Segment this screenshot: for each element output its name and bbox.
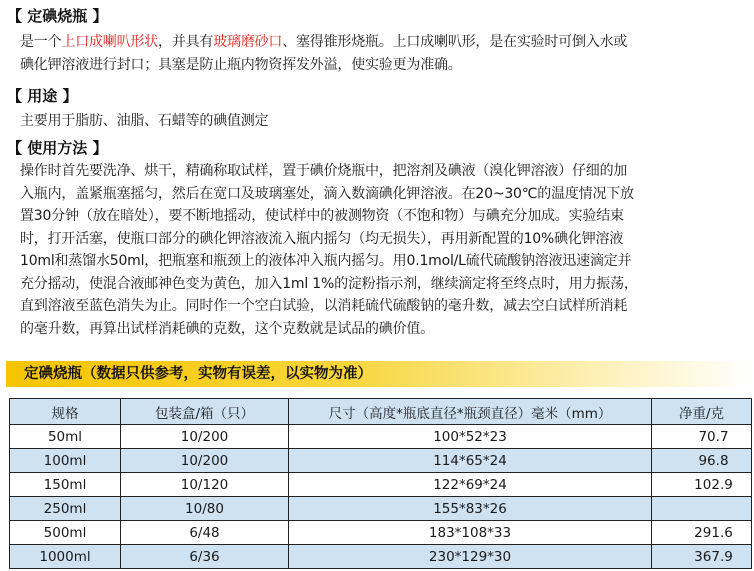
section-heading-usage: 【 用途 】 <box>7 87 78 105</box>
cell-packing: 10/200 <box>121 425 289 449</box>
cell-dimensions: 183*108*33 <box>289 521 652 545</box>
method-line: 10ml和蒸馏水50ml，把瓶塞和瓶颈上的液体冲入瓶内摇匀。用0.1mol/L硫代硫酸钠溶液迅速滴定并 <box>20 253 632 269</box>
cell-dimensions: 100*52*23 <box>289 425 652 449</box>
intro-line-1 <box>20 31 748 54</box>
intro-highlight-ground-glass: 玻璃磨砂口 <box>213 34 283 50</box>
header-cell-dimensions: 尺寸（高度*瓶底直径*瓶颈直径）毫米（mm） <box>289 399 652 425</box>
cell-spec: 500ml <box>10 521 121 545</box>
cell-dimensions: 114*65*24 <box>289 449 652 473</box>
spec-banner-title: 定碘烧瓶（数据只供参考，实物有误差，以实物为准） <box>24 366 372 382</box>
table-row <box>10 521 752 545</box>
method-line: 充分摇动，使混合液邮神色变为黄色，加入1ml 1%的淀粉指示剂，继续滴定将至终点时，用力振荡， <box>20 275 638 292</box>
intro-text-c: ，并具有 <box>158 34 214 50</box>
method-line: 操作时首先要洗净、烘干，精确称取试样，置于碘价烧瓶中，把溶剂及碘液（溴化钾溶液）仔细的加 <box>20 163 628 179</box>
spec-banner <box>6 361 751 387</box>
cell-packing: 6/48 <box>121 521 289 545</box>
cell-spec: 50ml <box>10 425 121 449</box>
cell-packing: 10/80 <box>121 497 289 521</box>
cell-spec: 1000ml <box>10 545 121 569</box>
cell-spec: 100ml <box>10 449 121 473</box>
table-row <box>10 425 752 449</box>
cell-packing: 6/36 <box>121 545 289 569</box>
cell-spec: 250ml <box>10 497 121 521</box>
table-row <box>10 545 752 569</box>
section-heading-intro: 【 定碘烧瓶 】 <box>7 7 108 25</box>
intro-text-a: 是一个 <box>20 34 62 50</box>
table-row <box>10 497 752 521</box>
table-row <box>10 449 752 473</box>
cell-dimensions: 230*129*30 <box>289 545 652 569</box>
table-header-row <box>10 399 752 425</box>
method-line: 置30分钟（放在暗处），要不断地摇动，使试样中的被测物资（不饱和物）与碘充分加成。实验结束 <box>20 208 624 224</box>
spec-table <box>9 398 752 569</box>
table-row <box>10 473 752 497</box>
method-line: 的毫升数，再算出试样消耗碘的克数，这个克数就是试品的碘价值。 <box>20 320 434 337</box>
cell-dimensions: 155*83*26 <box>289 497 652 521</box>
cell-weight: 102.9 <box>652 473 752 497</box>
cell-spec: 150ml <box>10 473 121 497</box>
cell-weight <box>652 497 752 521</box>
usage-paragraph <box>20 110 748 133</box>
section-heading-method: 【 使用方法 】 <box>7 139 108 157</box>
cell-weight: 367.9 <box>652 545 752 569</box>
cell-weight: 291.6 <box>652 521 752 545</box>
method-line: 时，打开活塞，使瓶口部分的碘化钾溶液流入瓶内摇匀（均无损失），再用新配置的10%碘化钾溶液 <box>20 230 624 247</box>
intro-text-e: 、塞得锥形烧瓶。上口成喇叭形，是在实验时可倒入水或 <box>282 34 628 50</box>
cell-packing: 10/120 <box>121 473 289 497</box>
cell-packing: 10/200 <box>121 449 289 473</box>
intro-line-2: 碘化钾溶液进行封口；具塞是防止瓶内物资挥发外溢，使实验更为准确。 <box>20 56 462 73</box>
header-cell-weight: 净重/克 <box>652 399 752 425</box>
header-cell-packing: 包装盒/箱（只） <box>121 399 289 425</box>
method-line: 入瓶内，盖紧瓶塞摇匀，然后在宽口及玻璃塞处，滴入数滴碘化钾溶液。在20~30℃的温度情况下放 <box>20 185 634 202</box>
intro-paragraph <box>20 31 748 76</box>
method-line: 直到溶液至蓝色消失为止。同时作一个空白试验，以消耗硫代硫酸钠的毫升数，减去空白试样所消耗 <box>20 298 628 314</box>
cell-weight: 70.7 <box>652 425 752 449</box>
intro-highlight-mouth: 上口成喇叭形状 <box>61 34 159 50</box>
header-cell-spec: 规格 <box>10 399 121 425</box>
cell-weight: 96.8 <box>652 449 752 473</box>
cell-dimensions: 122*69*24 <box>289 473 652 497</box>
method-paragraph <box>20 160 748 340</box>
usage-line: 主要用于脂肪、油脂、石蜡等的碘值测定 <box>20 113 269 129</box>
